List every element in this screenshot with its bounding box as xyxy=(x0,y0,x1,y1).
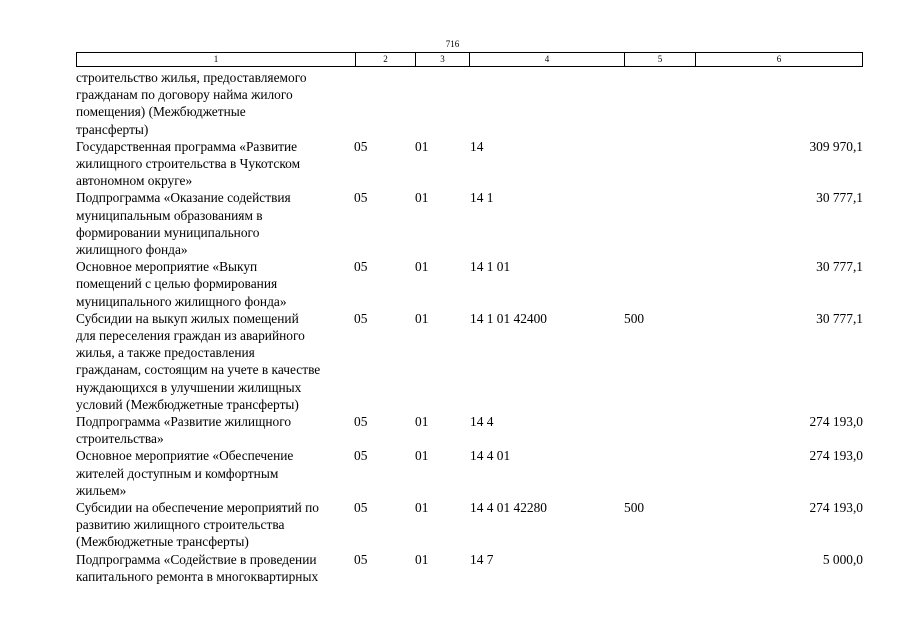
row-name-line: нуждающихся в улучшении жилищных xyxy=(76,379,302,395)
table-row xyxy=(0,551,905,585)
amount: 30 777,1 xyxy=(816,190,863,206)
table-row xyxy=(0,69,905,138)
target-article-code: 14 1 xyxy=(470,190,494,206)
row-name-line: автономном округе» xyxy=(76,173,193,189)
row-name xyxy=(76,258,356,310)
row-name-line: жилищного фонда» xyxy=(76,242,188,257)
amount: 30 777,1 xyxy=(816,259,863,275)
subsection-code: 01 xyxy=(415,499,429,515)
header-col-5: 5 xyxy=(625,53,696,66)
amount: 309 970,1 xyxy=(809,138,863,154)
target-article-code: 14 4 01 xyxy=(470,448,511,464)
row-name-line: формировании муниципального xyxy=(76,224,260,240)
header-col-2: 2 xyxy=(356,53,416,66)
row-name-line: Подпрограмма «Развитие жилищного xyxy=(76,413,292,429)
section-code: 05 xyxy=(354,413,368,429)
row-name-line: жилья, а также предоставления xyxy=(76,345,255,361)
subsection-code: 01 xyxy=(415,413,429,429)
section-code: 05 xyxy=(354,310,368,326)
row-name-line: гражданам по договору найма жилого xyxy=(76,87,293,103)
row-name-line: Подпрограмма «Содействие в проведении xyxy=(76,551,317,567)
row-name-line: жителей доступным и комфортным xyxy=(76,465,279,481)
row-name-line: условий (Межбюджетные трансферты) xyxy=(76,396,299,412)
header-col-3: 3 xyxy=(416,53,470,66)
row-name-line: гражданам, состоящим на учете в качестве xyxy=(76,362,321,378)
amount: 30 777,1 xyxy=(816,310,863,326)
section-code: 05 xyxy=(354,190,368,206)
table-row xyxy=(0,258,905,310)
target-article-code: 14 1 01 42400 xyxy=(470,310,547,326)
section-code: 05 xyxy=(354,259,368,275)
row-name-line: жильем» xyxy=(76,482,127,498)
row-name-line: для переселения граждан из аварийного xyxy=(76,327,305,343)
row-name-line: Основное мероприятие «Выкуп xyxy=(76,259,258,275)
subsection-code: 01 xyxy=(415,448,429,464)
target-article-code: 14 1 01 xyxy=(470,259,511,275)
row-name-line: Государственная программа «Развитие xyxy=(76,138,298,154)
target-article-code: 14 4 01 42280 xyxy=(470,499,547,515)
row-name-line: помещения) (Межбюджетные xyxy=(76,104,246,120)
subsection-code: 01 xyxy=(415,551,429,567)
amount: 274 193,0 xyxy=(809,448,863,464)
row-name-line: муниципального жилищного фонда» xyxy=(76,293,287,309)
table-row xyxy=(0,499,905,551)
amount: 274 193,0 xyxy=(809,413,863,429)
section-code: 05 xyxy=(354,551,368,567)
amount: 274 193,0 xyxy=(809,499,863,515)
table-row xyxy=(0,189,905,258)
table-body xyxy=(0,69,905,585)
amount: 5 000,0 xyxy=(822,551,863,567)
header-col-4: 4 xyxy=(470,53,625,66)
row-name-line: капитального ремонта в многоквартирных xyxy=(76,568,319,584)
subsection-code: 01 xyxy=(415,190,429,206)
row-name-line: строительства» xyxy=(76,431,164,447)
section-code: 05 xyxy=(354,499,368,515)
row-name xyxy=(76,310,356,413)
section-code: 05 xyxy=(354,448,368,464)
row-name xyxy=(76,69,356,138)
table-row xyxy=(0,310,905,413)
row-name-line: помещений с целью формирования xyxy=(76,276,278,292)
section-code: 05 xyxy=(354,138,368,154)
row-name-line: жилищного строительства в Чукотском xyxy=(76,156,301,171)
row-name-line: развитию жилищного строительства xyxy=(76,517,285,533)
row-name xyxy=(76,447,356,499)
row-name-line: Основное мероприятие «Обеспечение xyxy=(76,448,294,464)
row-name-line: муниципальным образованиям в xyxy=(76,207,263,223)
row-name xyxy=(76,499,356,551)
page-number: 716 xyxy=(445,39,460,49)
row-name-line: строительство жилья, предоставляемого xyxy=(76,70,307,85)
table-row xyxy=(0,447,905,499)
target-article-code: 14 7 xyxy=(470,551,494,567)
subsection-code: 01 xyxy=(415,138,429,154)
row-name-line: Субсидии на обеспечение мероприятий по xyxy=(76,499,320,515)
row-name-line: Подпрограмма «Оказание содействия xyxy=(76,190,291,206)
table-header xyxy=(76,52,863,67)
subsection-code: 01 xyxy=(415,259,429,275)
expense-type-code: 500 xyxy=(624,499,645,515)
header-col-6: 6 xyxy=(776,54,782,64)
row-name xyxy=(76,138,356,190)
table-row xyxy=(0,138,905,190)
row-name xyxy=(76,551,356,585)
table-row xyxy=(0,413,905,447)
header-col-1: 1 xyxy=(77,53,356,66)
expense-type-code: 500 xyxy=(624,310,645,326)
row-name-line: Субсидии на выкуп жилых помещений xyxy=(76,310,299,326)
subsection-code: 01 xyxy=(415,310,429,326)
target-article-code: 14 4 xyxy=(470,413,494,429)
row-name-line: (Межбюджетные трансферты) xyxy=(76,534,249,550)
row-name-line: трансферты) xyxy=(76,121,149,137)
row-name xyxy=(76,413,356,447)
target-article-code: 14 xyxy=(470,138,484,154)
row-name xyxy=(76,189,356,258)
